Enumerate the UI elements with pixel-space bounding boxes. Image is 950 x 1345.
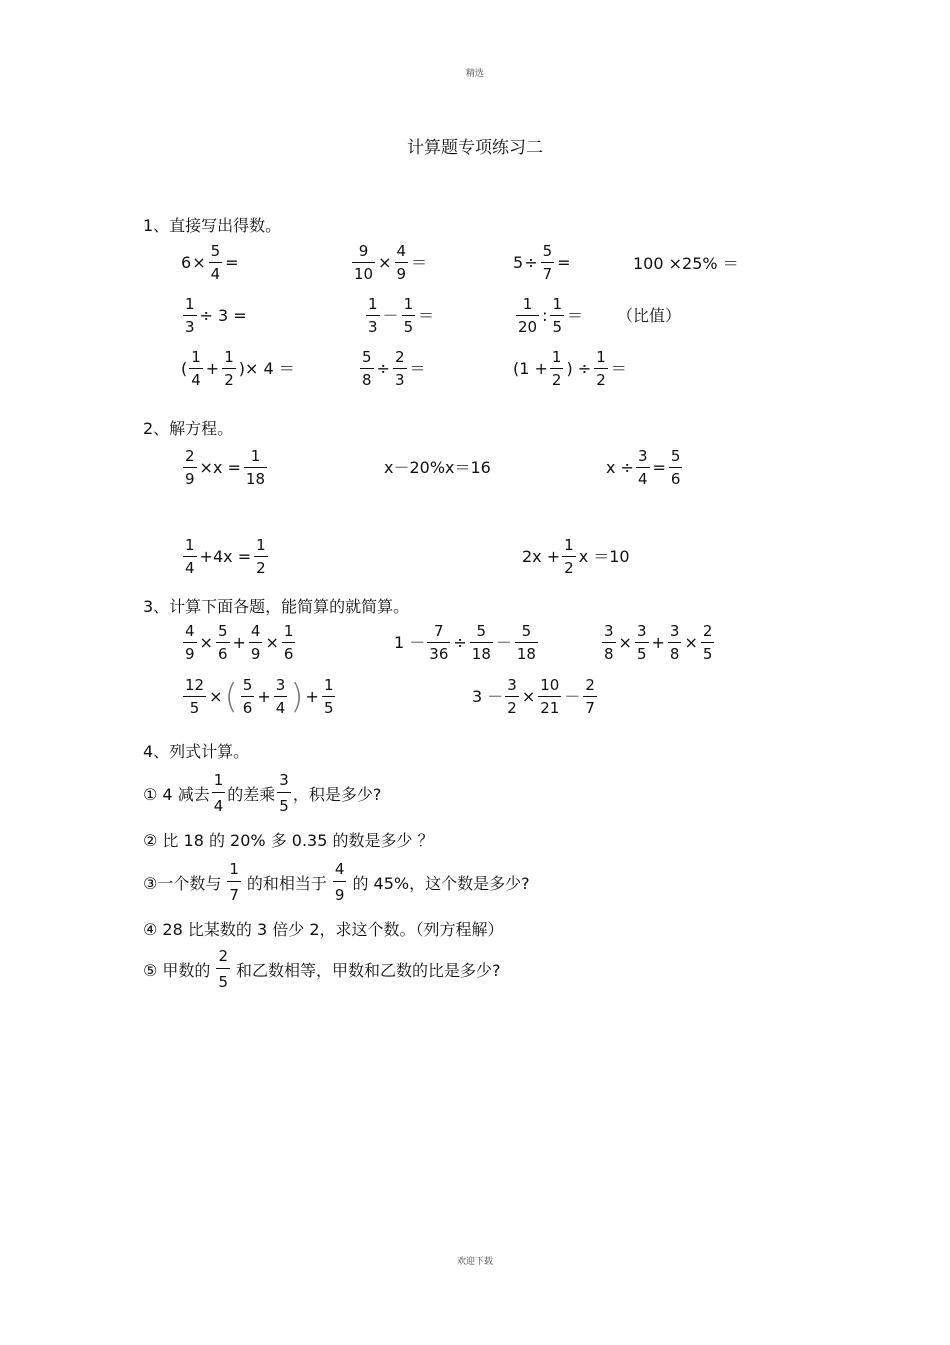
denominator: 6 bbox=[670, 470, 681, 488]
problem-1-5 bbox=[181, 297, 248, 335]
denominator: 18 bbox=[516, 645, 536, 663]
denominator: 5 bbox=[323, 699, 334, 717]
section-4-heading: 4、列式计算。 bbox=[143, 742, 250, 761]
operator: + bbox=[305, 687, 319, 706]
operator: × bbox=[378, 253, 392, 272]
denominator: 6 bbox=[217, 645, 228, 663]
problem-1-9 bbox=[358, 350, 427, 388]
equals-sign: ＝ bbox=[418, 306, 435, 325]
question-text: 的差乘 bbox=[227, 784, 276, 804]
denominator: 2 bbox=[224, 371, 234, 389]
operator: ÷ bbox=[376, 359, 390, 378]
numerator: 1 bbox=[191, 348, 201, 366]
operator: + bbox=[205, 359, 220, 378]
operator: ÷ bbox=[453, 633, 467, 652]
paren: ( bbox=[181, 359, 188, 378]
fraction bbox=[635, 624, 649, 662]
fraction bbox=[222, 350, 236, 388]
operator: : bbox=[542, 306, 548, 325]
numerator: 1 bbox=[213, 771, 224, 789]
expression-text: ÷ 3 = bbox=[199, 306, 247, 325]
section-3-heading: 3、计算下面各题，能简算的就简算。 bbox=[143, 597, 410, 616]
numerator: 3 bbox=[275, 676, 286, 694]
fraction bbox=[427, 624, 450, 662]
fraction bbox=[602, 624, 616, 662]
denominator: 18 bbox=[245, 470, 266, 488]
problem-1-1 bbox=[181, 244, 240, 282]
denominator: 9 bbox=[334, 886, 345, 904]
number: 6 bbox=[181, 253, 192, 272]
numerator: 3 bbox=[637, 447, 648, 465]
denominator: 7 bbox=[542, 265, 553, 283]
fraction bbox=[322, 678, 336, 716]
denominator: 5 bbox=[218, 973, 228, 991]
operator: × bbox=[192, 253, 206, 272]
word-problem-3 bbox=[143, 860, 530, 904]
fraction bbox=[594, 350, 608, 388]
fraction bbox=[227, 860, 241, 904]
operator: × bbox=[199, 633, 213, 652]
denominator: 2 bbox=[564, 559, 574, 577]
numerator: 1 bbox=[250, 447, 261, 465]
denominator: 9 bbox=[185, 470, 195, 488]
operator: + bbox=[257, 687, 271, 706]
operator: － bbox=[382, 306, 399, 325]
fraction bbox=[636, 449, 650, 487]
numerator: 2 bbox=[394, 348, 405, 366]
page-title: 计算题专项练习二 bbox=[407, 138, 543, 158]
operator: + bbox=[232, 633, 246, 652]
denominator: 5 bbox=[279, 797, 289, 815]
fraction bbox=[216, 624, 230, 662]
number: 5 bbox=[513, 253, 524, 272]
question-text: ④ 28 比某数的 3 倍少 2，求这个数。（列方程解） bbox=[143, 920, 504, 939]
page-header: 精选 bbox=[465, 69, 484, 79]
operator: × bbox=[618, 633, 632, 652]
numerator: 12 bbox=[185, 676, 205, 694]
numerator: 4 bbox=[334, 860, 345, 878]
denominator: 2 bbox=[507, 699, 517, 717]
denominator: 5 bbox=[189, 699, 200, 717]
operator: + bbox=[651, 633, 665, 652]
equation-2-2 bbox=[384, 460, 491, 476]
denominator: 3 bbox=[185, 318, 195, 336]
numerator: 1 bbox=[224, 348, 234, 366]
problem-1-8 bbox=[181, 350, 296, 388]
denominator: 4 bbox=[191, 371, 201, 389]
fraction bbox=[541, 244, 555, 282]
denominator: 5 bbox=[403, 318, 414, 336]
numerator: 9 bbox=[358, 242, 369, 260]
fraction bbox=[209, 244, 223, 282]
problem-1-7 bbox=[514, 297, 584, 335]
denominator: 9 bbox=[396, 265, 407, 283]
numerator: 1 bbox=[522, 295, 533, 313]
denominator: 4 bbox=[637, 470, 648, 488]
numerator: 5 bbox=[242, 676, 253, 694]
expression-text: 3 － bbox=[472, 687, 504, 706]
denominator: 2 bbox=[551, 371, 562, 389]
expression-text: 100 ×25% ＝ bbox=[633, 254, 739, 273]
denominator: 9 bbox=[250, 645, 261, 663]
expression-text: x ＝10 bbox=[578, 547, 630, 566]
fraction bbox=[189, 350, 203, 388]
numerator: 2 bbox=[702, 622, 713, 640]
numerator: 2 bbox=[185, 447, 195, 465]
fraction bbox=[668, 624, 682, 662]
numerator: 1 bbox=[229, 860, 239, 878]
question-text: ② 比 18 的 20% 多 0.35 的数是多少 ？ bbox=[143, 831, 434, 850]
numerator: 3 bbox=[279, 771, 289, 789]
expression-text: ) ÷ bbox=[566, 359, 592, 378]
problem-1-4 bbox=[633, 256, 739, 272]
calc-3-1 bbox=[181, 624, 297, 662]
denominator: 3 bbox=[368, 318, 378, 336]
calc-3-2 bbox=[394, 624, 540, 662]
note-text: （比值） bbox=[617, 306, 682, 325]
calc-3-3 bbox=[600, 624, 716, 662]
fraction bbox=[366, 297, 380, 335]
numerator: 5 bbox=[542, 242, 553, 260]
word-problem-4 bbox=[143, 917, 504, 940]
fraction bbox=[277, 771, 291, 815]
fraction bbox=[183, 538, 197, 576]
fraction bbox=[274, 678, 288, 716]
numerator: 7 bbox=[434, 622, 444, 640]
page-footer: 欢迎下载 bbox=[456, 1257, 493, 1267]
numerator: 1 bbox=[256, 536, 266, 554]
fraction bbox=[360, 350, 374, 388]
denominator: 4 bbox=[210, 265, 221, 283]
equation-2-3 bbox=[606, 449, 684, 487]
fraction bbox=[583, 678, 597, 716]
numerator: 1 bbox=[552, 295, 563, 313]
question-text: ③一个数与 bbox=[143, 873, 222, 893]
numerator: 3 bbox=[507, 676, 517, 694]
question-text: ① 4 减去 bbox=[143, 784, 210, 804]
fraction bbox=[470, 624, 493, 662]
denominator: 9 bbox=[185, 645, 195, 663]
fraction bbox=[516, 297, 539, 335]
question-text: ，积是多少? bbox=[292, 784, 382, 804]
fraction bbox=[562, 538, 576, 576]
denominator: 20 bbox=[518, 318, 538, 336]
fraction bbox=[505, 678, 519, 716]
numerator: 5 bbox=[521, 622, 532, 640]
equals-sign: ＝ bbox=[610, 359, 627, 378]
fraction bbox=[183, 624, 197, 662]
expression-text: x－20%x＝16 bbox=[384, 458, 491, 477]
denominator: 7 bbox=[229, 886, 239, 904]
equals-sign: ＝ bbox=[411, 253, 428, 272]
fraction bbox=[254, 538, 268, 576]
numerator: 1 bbox=[596, 348, 606, 366]
fraction bbox=[249, 624, 263, 662]
numerator: 10 bbox=[540, 676, 560, 694]
denominator: 5 bbox=[636, 645, 647, 663]
denominator: 8 bbox=[669, 645, 680, 663]
denominator: 6 bbox=[242, 699, 253, 717]
numerator: 1 bbox=[323, 676, 334, 694]
fraction bbox=[550, 350, 564, 388]
denominator: 3 bbox=[394, 371, 405, 389]
expression-text: 1 － bbox=[394, 633, 426, 652]
fraction bbox=[282, 624, 296, 662]
word-problem-1 bbox=[143, 771, 381, 815]
problem-1-2 bbox=[350, 244, 428, 282]
numerator: 2 bbox=[585, 676, 595, 694]
numerator: 2 bbox=[218, 947, 228, 965]
numerator: 1 bbox=[185, 536, 195, 554]
numerator: 1 bbox=[368, 295, 378, 313]
question-text: ⑤ 甲数的 bbox=[143, 960, 211, 980]
fraction bbox=[183, 297, 197, 335]
equation-2-4 bbox=[181, 538, 270, 576]
numerator: 1 bbox=[403, 295, 414, 313]
equals-sign: = bbox=[652, 458, 666, 477]
word-problem-2 bbox=[143, 828, 434, 851]
denominator: 8 bbox=[362, 371, 372, 389]
problem-1-6 bbox=[364, 297, 435, 335]
problem-1-10 bbox=[513, 350, 628, 388]
fraction bbox=[212, 771, 226, 815]
equation-2-5 bbox=[522, 538, 631, 576]
denominator: 18 bbox=[471, 645, 491, 663]
denominator: 21 bbox=[540, 699, 560, 717]
operator: × bbox=[684, 633, 698, 652]
section-2-heading: 2、解方程。 bbox=[143, 419, 234, 438]
operator: × bbox=[265, 633, 279, 652]
calc-3-4 bbox=[181, 678, 337, 716]
numerator: 5 bbox=[670, 447, 681, 465]
right-paren: ) bbox=[290, 677, 304, 717]
expression-text: ×x = bbox=[199, 458, 241, 477]
expression-text: 2x + bbox=[522, 547, 561, 566]
numerator: 4 bbox=[396, 242, 407, 260]
denominator: 6 bbox=[283, 645, 294, 663]
section-1-heading: 1、直接写出得数。 bbox=[143, 216, 282, 235]
fraction bbox=[183, 678, 206, 716]
fraction bbox=[393, 350, 407, 388]
expression-text: (1 + bbox=[513, 359, 548, 378]
fraction bbox=[244, 449, 267, 487]
numerator: 5 bbox=[217, 622, 228, 640]
numerator: 5 bbox=[362, 348, 372, 366]
expression-text: +4x = bbox=[199, 547, 252, 566]
fraction bbox=[395, 244, 409, 282]
denominator: 5 bbox=[552, 318, 563, 336]
denominator: 4 bbox=[213, 797, 224, 815]
operator: － bbox=[564, 687, 581, 706]
numerator: 5 bbox=[476, 622, 487, 640]
equals-sign: = bbox=[557, 253, 571, 272]
numerator: 3 bbox=[669, 622, 680, 640]
denominator: 10 bbox=[354, 265, 374, 283]
problem-1-3 bbox=[513, 244, 572, 282]
denominator: 8 bbox=[604, 645, 614, 663]
fraction bbox=[352, 244, 375, 282]
equation-2-1 bbox=[181, 449, 269, 487]
calc-3-5 bbox=[472, 678, 599, 716]
expression-text: x ÷ bbox=[606, 458, 634, 477]
numerator: 4 bbox=[250, 622, 261, 640]
numerator: 3 bbox=[636, 622, 647, 640]
numerator: 1 bbox=[551, 348, 562, 366]
expression-text: )× 4 ＝ bbox=[238, 359, 295, 378]
word-problem-5 bbox=[143, 947, 500, 991]
left-paren: ( bbox=[224, 677, 238, 717]
ratio-note bbox=[617, 308, 681, 324]
fraction bbox=[402, 297, 416, 335]
operator: － bbox=[495, 633, 512, 652]
fraction bbox=[216, 947, 230, 991]
equals-sign: ＝ bbox=[409, 359, 426, 378]
operator: × bbox=[521, 687, 536, 706]
denominator: 7 bbox=[585, 699, 595, 717]
operator: × bbox=[209, 687, 223, 706]
question-text: 和乙数相等，甲数和乙数的比是多少? bbox=[235, 960, 501, 980]
equals-sign: ＝ bbox=[567, 306, 584, 325]
denominator: 2 bbox=[256, 559, 266, 577]
numerator: 1 bbox=[564, 536, 574, 554]
operator: ÷ bbox=[524, 253, 538, 272]
fraction bbox=[333, 860, 347, 904]
fraction bbox=[515, 624, 538, 662]
fraction bbox=[550, 297, 564, 335]
fraction bbox=[183, 449, 197, 487]
fraction bbox=[701, 624, 715, 662]
question-text: 的和相当于 bbox=[246, 873, 327, 893]
denominator: 2 bbox=[596, 371, 606, 389]
question-text: 的 45%，这个数是多少? bbox=[352, 873, 530, 893]
denominator: 4 bbox=[185, 559, 195, 577]
numerator: 4 bbox=[185, 622, 195, 640]
numerator: 1 bbox=[185, 295, 195, 313]
denominator: 4 bbox=[275, 699, 286, 717]
denominator: 5 bbox=[702, 645, 713, 663]
numerator: 3 bbox=[604, 622, 614, 640]
fraction bbox=[241, 678, 255, 716]
denominator: 36 bbox=[429, 645, 449, 663]
fraction bbox=[538, 678, 561, 716]
fraction bbox=[669, 449, 683, 487]
numerator: 5 bbox=[210, 242, 221, 260]
equals-sign: = bbox=[225, 253, 239, 272]
numerator: 1 bbox=[283, 622, 294, 640]
